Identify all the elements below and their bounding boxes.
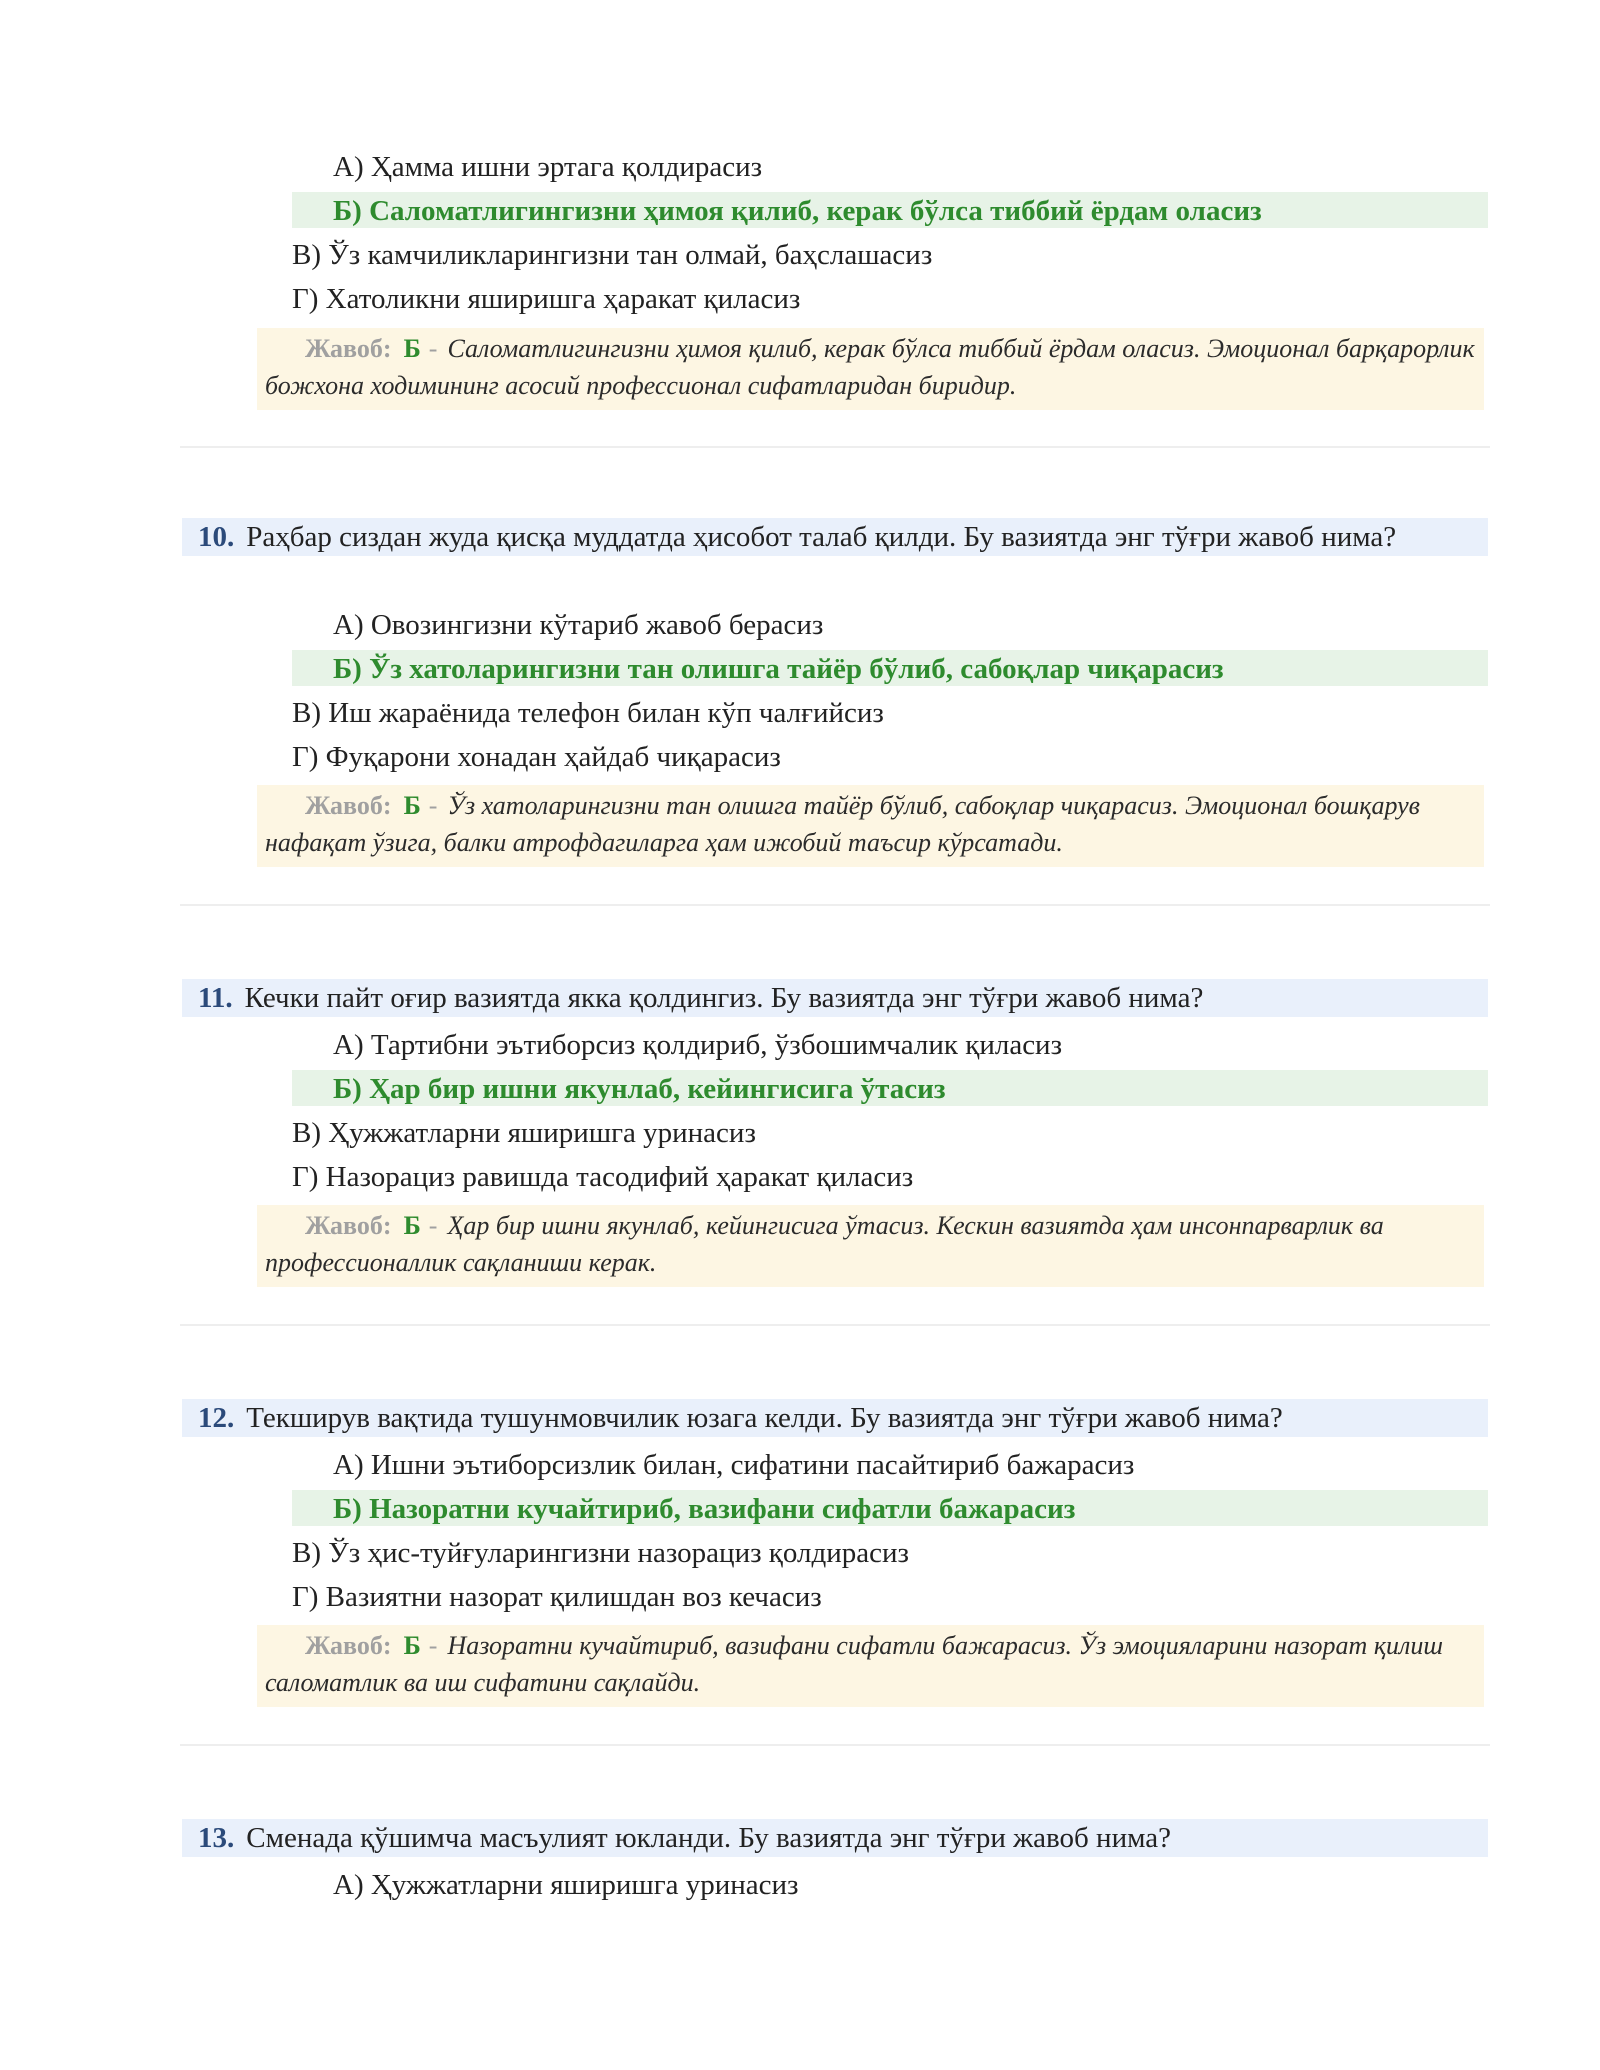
question-13 bbox=[182, 1819, 1488, 1857]
answer-label: Жавоб: bbox=[305, 1211, 392, 1240]
option-a: А) Тартибни эътиборсиз қолдириб, ўзбошимчалик қиласиз bbox=[333, 1029, 1063, 1061]
question-text: Раҳбар сиздан жуда қисқа муддатда ҳисобот талаб қилди. Бу вазиятда энг тўғри жавоб нима? bbox=[246, 521, 1397, 553]
answer-dash: - bbox=[428, 334, 438, 363]
option-correct: Б) Ўз хатоларингизни тан олишга тайёр бўлиб, сабоқлар чиқарасиз bbox=[292, 650, 1488, 686]
answer-box bbox=[257, 1205, 1484, 1287]
option-v: В) Ҳужжатларни яширишга уринасиз bbox=[292, 1117, 756, 1149]
question-number: 11. bbox=[198, 982, 233, 1014]
answer-label: Жавоб: bbox=[305, 334, 392, 363]
option-correct: Б) Ҳар бир ишни якунлаб, кейингисига ўтасиз bbox=[292, 1070, 1488, 1106]
answer-text: Ҳар бир ишни якунлаб, кейингисига ўтасиз. Кескин вазиятда ҳам инсонпарварлик ва профессионаллик сақланиши керак. bbox=[265, 1211, 1384, 1277]
answer-text: Назоратни кучайтириб, вазифани сифатли бажарасиз. Ўз эмоцияларини назорат қилиш саломатлик ва иш сифатини сақлайди. bbox=[265, 1631, 1443, 1697]
separator bbox=[180, 446, 1490, 448]
option-correct: Б) Саломатлигингизни ҳимоя қилиб, керак бўлса тиббий ёрдам оласиз bbox=[292, 192, 1488, 228]
question-text: Текширув вақтида тушунмовчилик юзага келди. Бу вазиятда энг тўғри жавоб нима? bbox=[246, 1402, 1283, 1434]
separator bbox=[180, 1744, 1490, 1746]
answer-dash: - bbox=[428, 1211, 438, 1240]
answer-label: Жавоб: bbox=[305, 1631, 392, 1660]
answer-box bbox=[257, 785, 1484, 867]
option-g: Г) Хатоликни яширишга ҳаракат қиласиз bbox=[292, 283, 801, 315]
option-v: В) Ўз камчиликларингизни тан олмай, баҳслашасиз bbox=[292, 239, 933, 271]
option-a: А) Ишни эътиборсизлик билан, сифатини пасайтириб бажарасиз bbox=[333, 1449, 1135, 1481]
answer-key: Б bbox=[403, 1211, 421, 1240]
option-a: А) Овозингизни кўтариб жавоб берасиз bbox=[333, 609, 824, 641]
answer-dash: - bbox=[428, 791, 438, 820]
separator bbox=[180, 1324, 1490, 1326]
question-text: Сменада қўшимча масъулият юкланди. Бу вазиятда энг тўғри жавоб нима? bbox=[246, 1822, 1171, 1854]
question-number: 10. bbox=[198, 521, 235, 553]
question-12 bbox=[182, 1399, 1488, 1437]
option-v: В) Иш жараёнида телефон билан кўп чалғийсиз bbox=[292, 697, 884, 729]
answer-text: Ўз хатоларингизни тан олишга тайёр бўлиб, сабоқлар чиқарасиз. Эмоционал бошқарув нафақат ўзига, балки атрофдагиларга ҳам ижобий таъсир кўрсатади. bbox=[265, 791, 1420, 857]
answer-label: Жавоб: bbox=[305, 791, 392, 820]
question-number: 12. bbox=[198, 1402, 235, 1434]
option-a: А) Ҳужжатларни яширишга уринасиз bbox=[333, 1869, 799, 1901]
option-g: Г) Вазиятни назорат қилишдан воз кечасиз bbox=[292, 1581, 822, 1613]
question-text: Кечки пайт оғир вазиятда якка қолдингиз. Бу вазиятда энг тўғри жавоб нима? bbox=[244, 982, 1204, 1014]
answer-box bbox=[257, 1625, 1484, 1707]
question-11 bbox=[182, 979, 1488, 1017]
option-correct: Б) Назоратни кучайтириб, вазифани сифатли бажарасиз bbox=[292, 1490, 1488, 1526]
answer-dash: - bbox=[428, 1631, 438, 1660]
option-a: А) Ҳамма ишни эртага қолдирасиз bbox=[333, 151, 763, 183]
option-g: Г) Фуқарони хонадан ҳайдаб чиқарасиз bbox=[292, 741, 781, 773]
question-number: 13. bbox=[198, 1822, 235, 1854]
question-10 bbox=[182, 518, 1488, 556]
separator bbox=[180, 904, 1490, 906]
option-v: В) Ўз ҳис-туйғуларингизни назорациз қолдирасиз bbox=[292, 1537, 909, 1569]
answer-box bbox=[257, 328, 1484, 410]
option-g: Г) Назорациз равишда тасодифий ҳаракат қиласиз bbox=[292, 1161, 914, 1193]
answer-text: Саломатлигингизни ҳимоя қилиб, керак бўлса тиббий ёрдам оласиз. Эмоционал барқарорлик божхона ходимининг асосий профессионал сифатларидан биридир. bbox=[265, 334, 1475, 400]
answer-key: Б bbox=[403, 334, 421, 363]
answer-key: Б bbox=[403, 791, 421, 820]
answer-key: Б bbox=[403, 1631, 421, 1660]
